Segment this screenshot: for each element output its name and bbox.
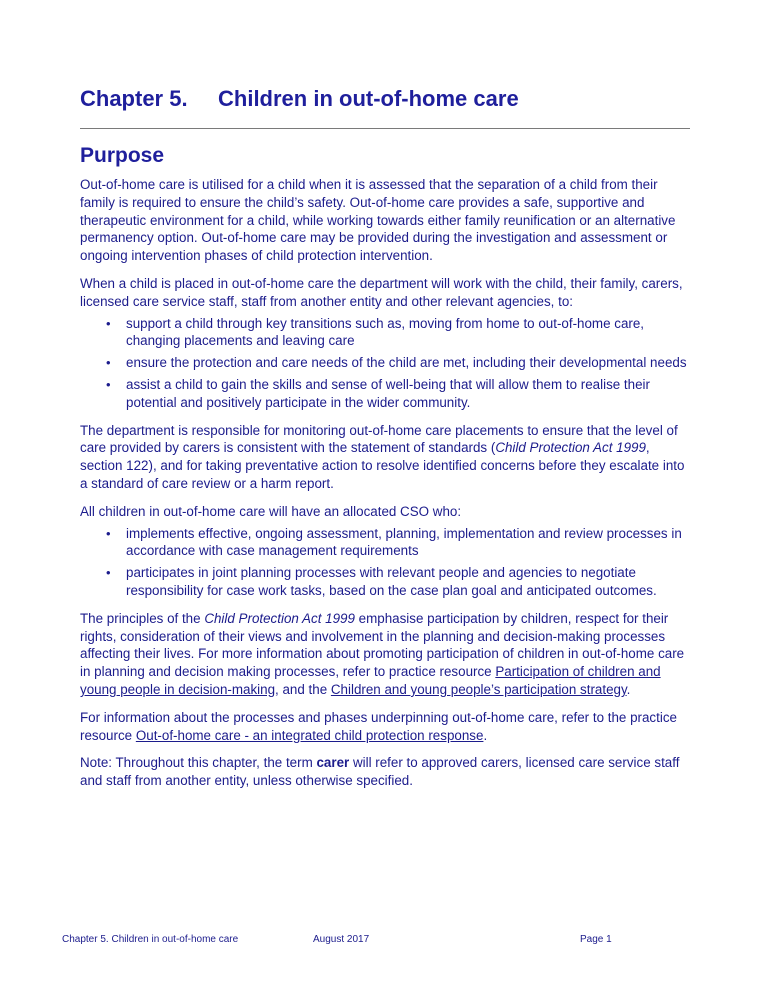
paragraph-monitoring: [80, 422, 690, 493]
text-run: .: [483, 727, 488, 743]
text-run: , and the: [275, 681, 331, 697]
act-reference: Child Protection Act 1999: [204, 610, 355, 626]
chapter-title: Children in out-of-home care: [218, 86, 519, 111]
text-run: emphasise participation by children, respect for their rights, consideration of their views and involvement in the planning and decision-making processes affecting their lives. For more information about promoting participation of children in out-of-home care in planning and decision making processes, refer to practice resource: [80, 610, 685, 680]
body-content: [80, 176, 690, 800]
paragraph-cso: All children in out-of-home care will have an allocated CSO who:: [80, 503, 462, 519]
text-run: , section 122), and for taking preventative action to resolve identified concerns before they escalate into a standard of care review or a harm report.: [80, 440, 685, 491]
chapter-heading: [80, 86, 519, 112]
list-item: • implements effective, ongoing assessment, planning, implementation and review processes in accordance with case management requirements: [126, 525, 690, 561]
cso-duties-list: [80, 525, 690, 600]
footer-chapter: Chapter 5. Children in out-of-home care: [62, 934, 239, 945]
paragraph-department-works: When a child is placed in out-of-home care the department will work with the child, their family, carers, licensed care service staff, staff from another entity and other relevant agencies, to:: [80, 275, 683, 309]
section-heading: Purpose: [80, 144, 165, 167]
participation-strategy-link[interactable]: Children and young people’s participation strategy: [330, 681, 627, 697]
department-goals-list: [80, 315, 690, 412]
text-run: Note: Throughout this chapter, the term: [80, 755, 317, 771]
list-item: • ensure the protection and care needs of the child are met, including their developmental needs: [126, 354, 690, 372]
paragraph-processes: [80, 709, 690, 745]
carer-term: carer: [316, 755, 350, 771]
paragraph-note: [80, 754, 690, 790]
footer-date: August 2017: [313, 934, 370, 945]
paragraph-principles: [80, 610, 690, 699]
text-run: The principles of the: [80, 610, 205, 626]
list-item: • assist a child to gain the skills and sense of well-being that will allow them to realise their potential and positively participate in the wider community.: [126, 376, 690, 412]
chapter-number: Chapter 5.: [80, 86, 188, 111]
text-run: For information about the processes and phases underpinning out-of-home care, refer to the practice resource: [80, 709, 677, 743]
footer-page-number: Page 1: [580, 934, 612, 945]
participation-decision-making-link[interactable]: Participation of children and young people in decision-making: [80, 664, 661, 697]
text-run: .: [626, 681, 631, 697]
text-run: will refer to approved carers, licensed care service staff and staff from another entity, unless otherwise specified.: [80, 755, 680, 789]
list-item: • participates in joint planning processes with relevant people and agencies to negotiate responsibility for case work tasks, based on the case plan goal and anticipated outcomes.: [126, 564, 690, 600]
paragraph-intro: Out-of-home care is utilised for a child when it is assessed that the separation of a child from their family is required to ensure the child’s safety. Out-of-home care provides a safe, supportive and therapeutic environment for a child, while working towards either family reunification or an alternative permanency option. Out-of-home care may be provided during the investigation and assessment or ongoing intervention phases of child protection intervention.: [80, 177, 676, 264]
list-item: • support a child through key transitions such as, moving from home to out-of-home care, changing placements and leaving care: [126, 315, 690, 351]
text-run: The department is responsible for monitoring out-of-home care placements to ensure that the level of care provided by carers is consistent with the statement of standards (: [80, 422, 678, 456]
act-reference: Child Protection Act 1999: [495, 440, 646, 456]
heading-divider: [80, 128, 690, 129]
integrated-response-link[interactable]: Out-of-home care - an integrated child protection response: [135, 727, 484, 743]
